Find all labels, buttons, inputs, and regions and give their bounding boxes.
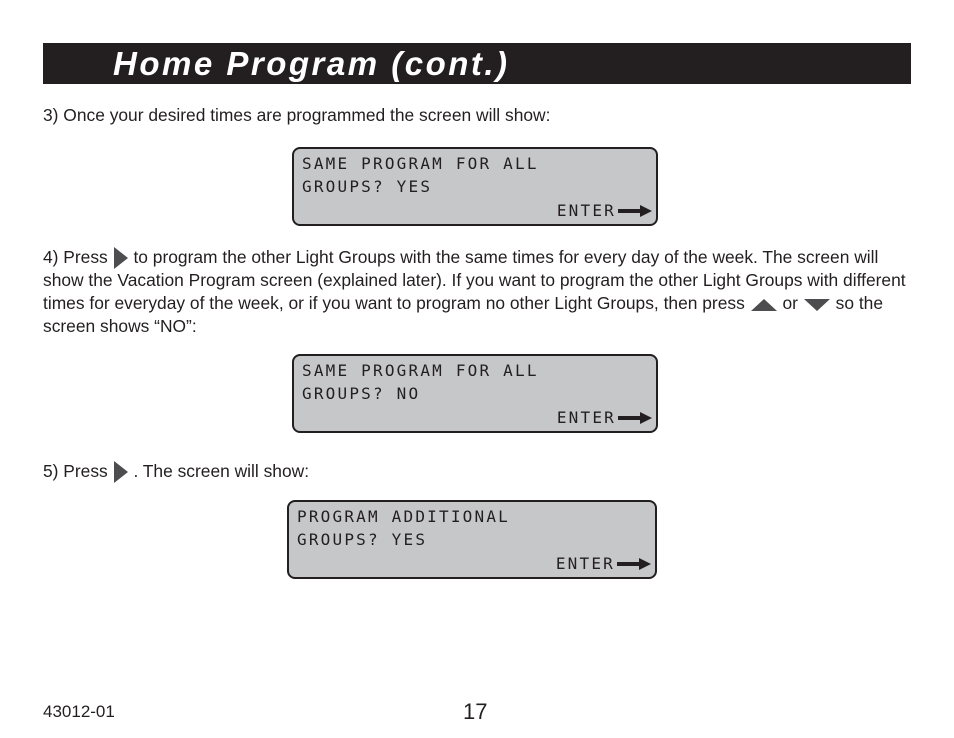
lcd-screen-2-line-1: SAME PROGRAM FOR ALL <box>302 361 539 380</box>
lcd-screen-3 <box>287 500 657 579</box>
step-5-post: . The screen will show: <box>133 461 310 481</box>
step-4-press: 4) Press <box>43 247 108 267</box>
step-4-text <box>43 246 911 338</box>
lcd-screen-1-line-1: SAME PROGRAM FOR ALL <box>302 154 539 173</box>
right-arrow-button-icon <box>113 247 129 269</box>
lcd-screen-2-enter-label: ENTER <box>556 408 616 427</box>
lcd-screen-2-line-2: GROUPS? NO <box>302 384 421 403</box>
lcd-screen-2 <box>292 354 658 433</box>
lcd-screen-3-enter-label: ENTER <box>555 554 615 573</box>
page-number: 17 <box>463 699 488 724</box>
down-arrow-button-icon <box>803 298 831 312</box>
lcd-screen-3-line-1: PROGRAM ADDITIONAL <box>297 507 510 526</box>
step-3-text: 3) Once your desired times are programmed the screen will show: <box>43 105 551 125</box>
right-arrow-button-icon <box>113 461 129 483</box>
step-5-text <box>43 460 911 483</box>
lcd-screen-3-line-2: GROUPS? YES <box>297 530 428 549</box>
up-arrow-button-icon <box>750 298 778 312</box>
step-4-post: so the screen shows “NO”: <box>43 293 883 337</box>
title-bar <box>43 43 911 84</box>
step-4-or: or <box>782 293 798 314</box>
page-title: Home Program (cont.) <box>113 45 510 82</box>
lcd-screen-1-line-2: GROUPS? YES <box>302 177 433 196</box>
document-number: 43012-01 <box>43 702 115 721</box>
enter-arrow-icon <box>618 412 652 424</box>
lcd-screen-1 <box>292 147 658 226</box>
lcd-screen-1-enter-label: ENTER <box>556 201 616 220</box>
enter-arrow-icon <box>617 558 651 570</box>
step-4-instructions: to program the other Light Groups with the same times for every day of the week. The screen will show the Vacation Program screen (explained later). If you want to program the other Light Groups with different times for everyday of the week, or if you want to program no other Light Groups, then press <box>43 247 906 314</box>
step-5-press: 5) Press <box>43 461 108 481</box>
enter-arrow-icon <box>618 205 652 217</box>
